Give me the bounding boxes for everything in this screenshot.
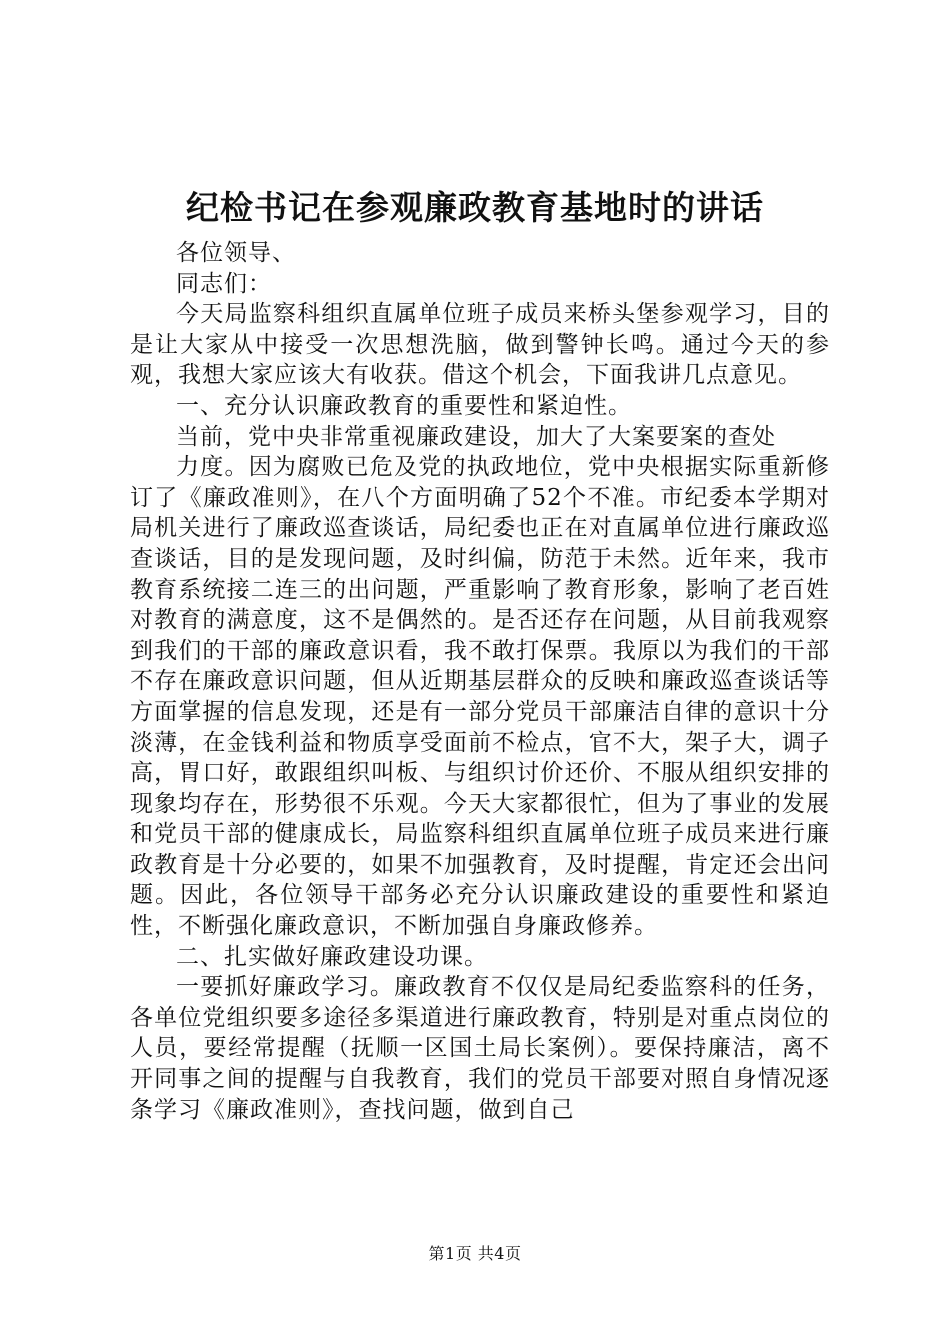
section-heading-1: 一、充分认识廉政教育的重要性和紧迫性。 xyxy=(176,392,632,419)
paragraph-current-situation-start: 当前，党中央非常重视廉政建设，加大了大案要案的查处 xyxy=(176,423,776,450)
salutation-line-1: 各位领导、 xyxy=(176,240,296,266)
section-heading-2: 二、扎实做好廉政建设功课。 xyxy=(176,943,488,970)
paragraph-current-situation: 力度。因为腐败已危及党的执政地位，党中央根据实际重新修订了《廉政准则》，在八个方面明确了52个不准。市纪委本学期对局机关进行了廉政巡查谈话，局纪委也正在对直属单位进行廉政巡查谈话，目的是发现问题，及时纠偏，防范于未然。近年来，我市教育系统接二连三的出问题，严重影响了教育形象，影响了老百姓对教育的满意度，这不是偶然的。是否还存在问题，从目前我观察到我们的干部的廉政意识看，我不敢打保票。我原以为我们的干部不存在廉政意识问题，但从近期基层群众的反映和廉政巡查谈话等方面掌握的信息发现，还是有一部分党员干部廉洁自律的意识十分淡薄，在金钱利益和物质享受面前不检点，官不大，架子大，调子高，胃口好，敢跟组织叫板、与组织讨价还价、不服从组织安排的现象均存在，形势很不乐观。今天大家都很忙，但为了事业的发展和党员干部的健康成长，局监察科组织直属单位班子成员来进行廉政教育是十分必要的，如果不加强教育，及时提醒，肯定还会出问题。因此，各位领导干部务必充分认识廉政建设的重要性和紧迫性，不断强化廉政意识，不断加强自身廉政修养。 xyxy=(130,454,830,940)
document-body xyxy=(130,238,830,1125)
page-footer: 第1页 共4页 xyxy=(428,1244,522,1263)
salutation-line-2: 同志们： xyxy=(176,270,272,297)
paragraph-study: 一要抓好廉政学习。廉政教育不仅仅是局纪委监察科的任务，各单位党组织要多途径多渠道进行廉政教育，特别是对重点岗位的人员，要经常提醒（抚顺一区国土局长案例）。要保持廉洁，离不开同事之间的提醒与自我教育，我们的党员干部要对照自身情况逐条学习《廉政准则》，查找问题，做到自己 xyxy=(130,974,830,1123)
document-title: 纪检书记在参观廉政教育基地时的讲话 xyxy=(186,188,764,227)
paragraph-intro: 今天局监察科组织直属单位班子成员来桥头堡参观学习，目的是让大家从中接受一次思想洗脑，做到警钟长鸣。通过今天的参观，我想大家应该大有收获。借这个机会，下面我讲几点意见。 xyxy=(130,301,830,389)
